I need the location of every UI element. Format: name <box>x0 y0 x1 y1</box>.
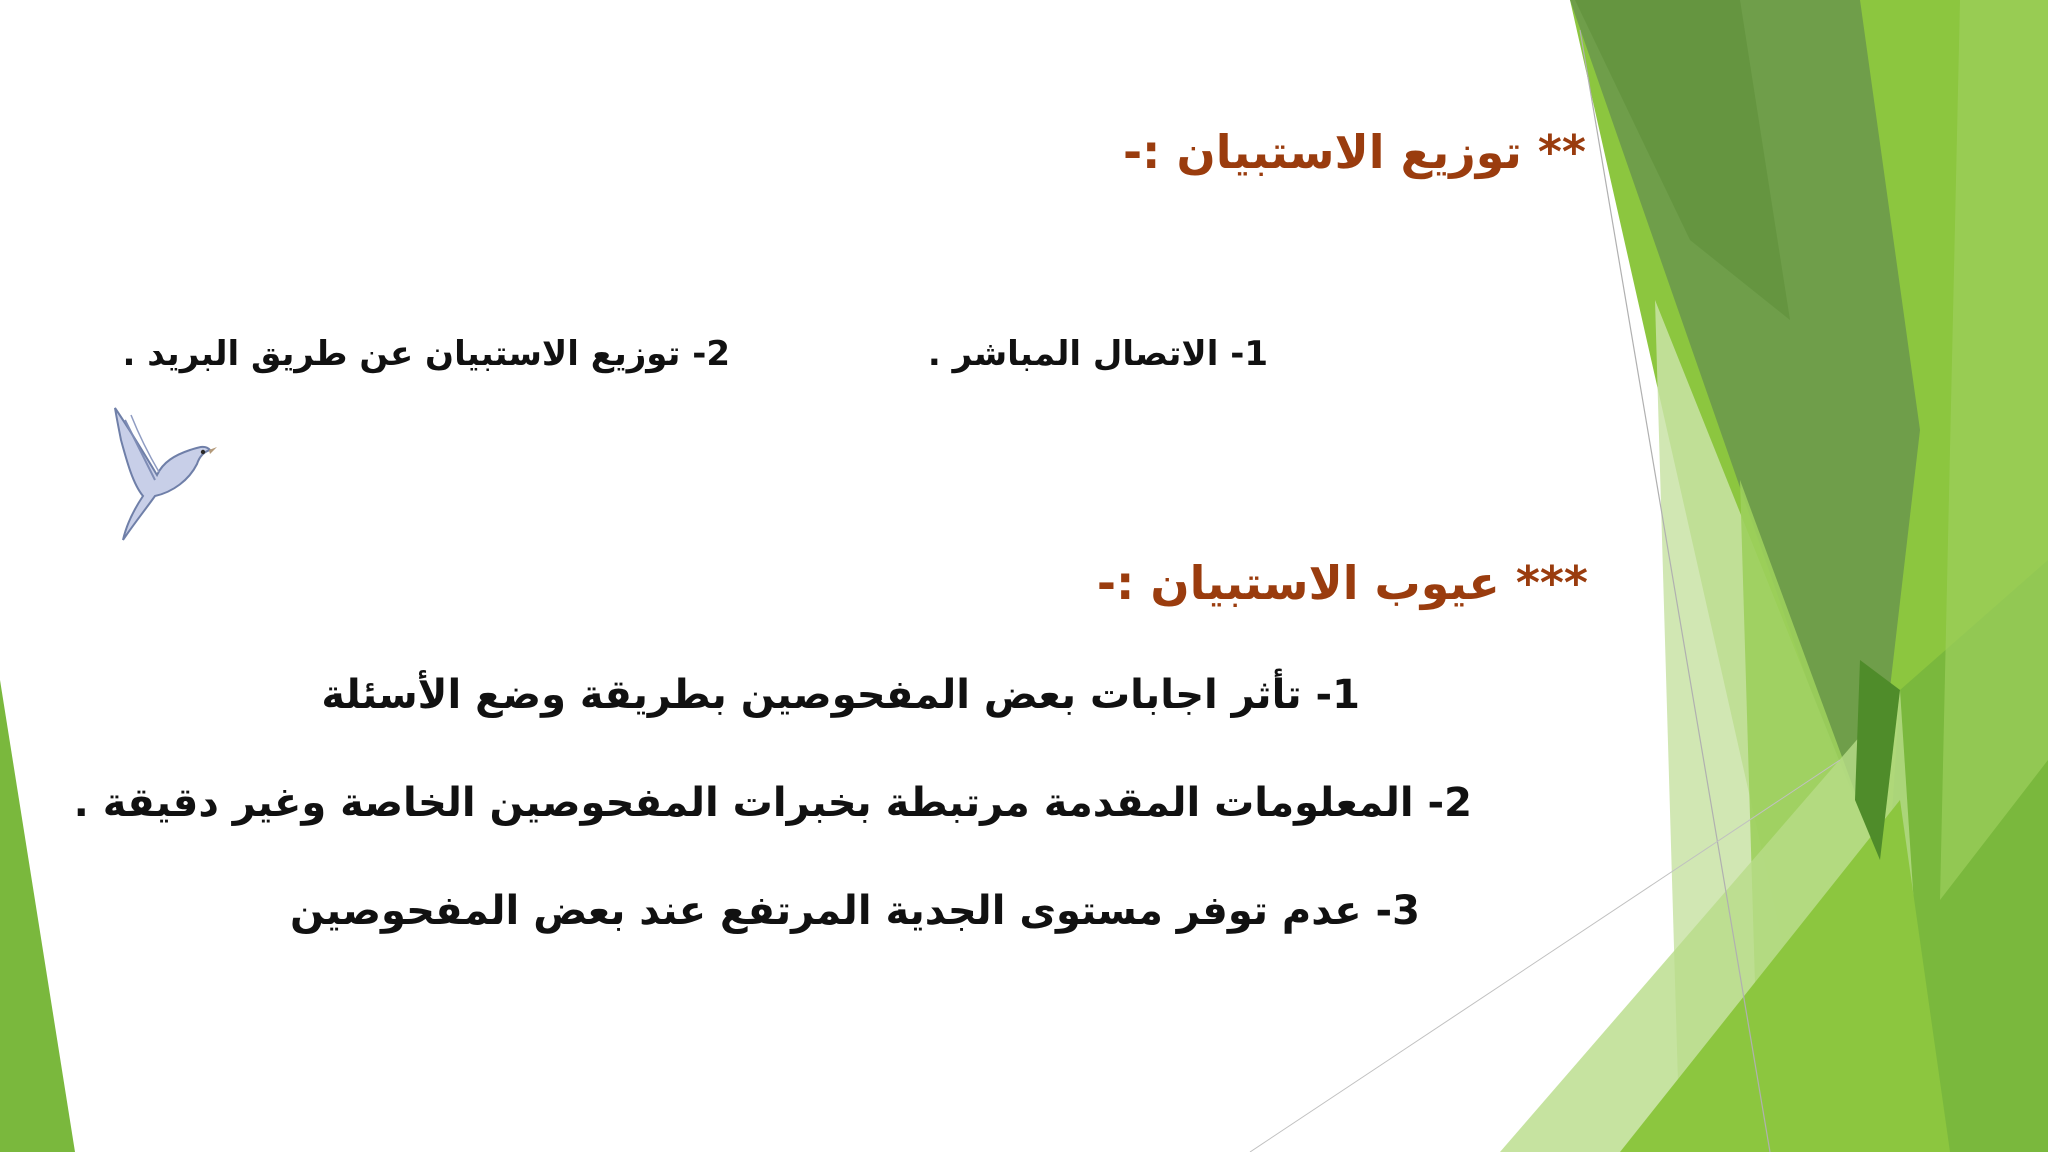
dove-icon <box>105 400 225 545</box>
drawback-point-1: 1- تأثر اجابات بعض المفحوصين بطريقة وضع الأسئلة <box>321 672 1360 718</box>
distribution-heading: ** توزيع الاستبيان :- <box>1122 125 1586 179</box>
drawback-point-3: 3- عدم توفر مستوى الجدية المرتفع عند بعض المفحوصين <box>290 888 1420 934</box>
method-mail-distribution: 2- توزيع الاستبيان عن طريق البريد . <box>122 334 730 374</box>
drawback-point-2: 2- المعلومات المقدمة مرتبطة بخبرات المفحوصين الخاصة وغير دقيقة . <box>73 780 1472 826</box>
method-direct-contact: 1- الاتصال المباشر . <box>927 334 1268 374</box>
drawbacks-heading: *** عيوب الاستبيان :- <box>1096 556 1588 610</box>
